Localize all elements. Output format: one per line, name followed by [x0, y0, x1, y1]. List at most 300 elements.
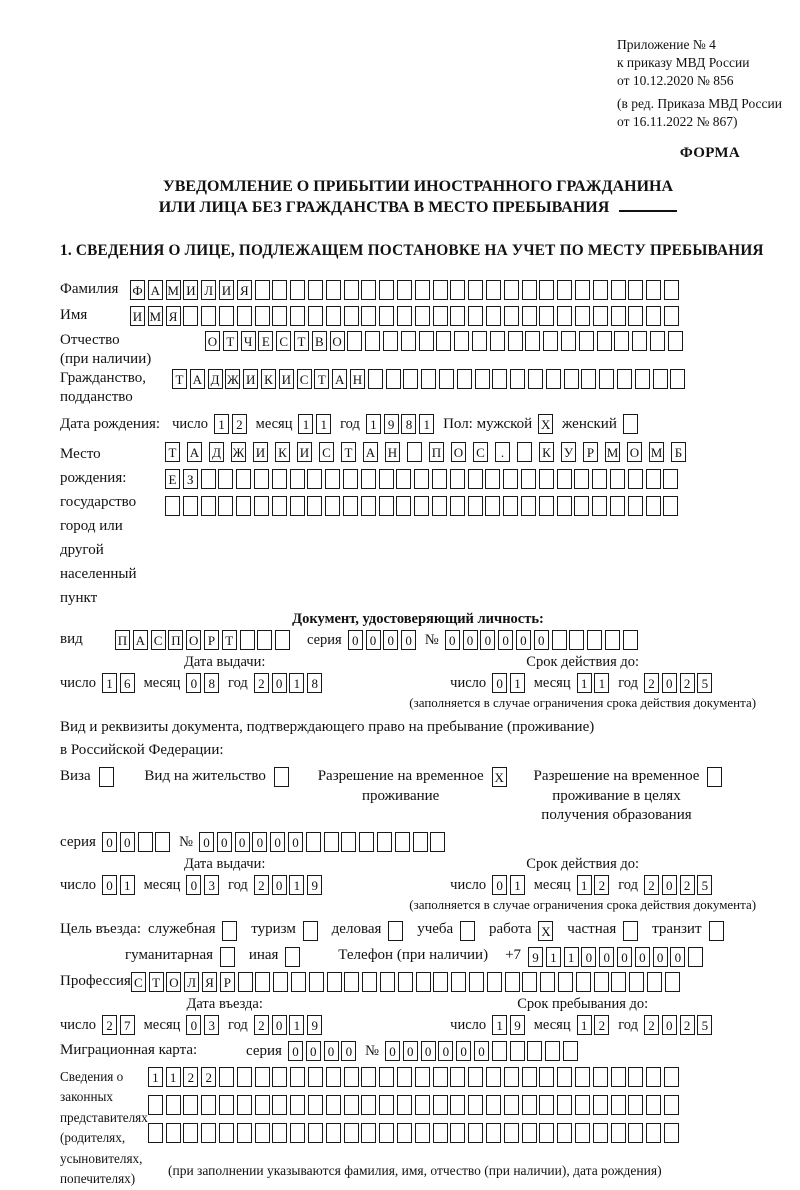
char-box[interactable] [403, 369, 418, 389]
char-box[interactable] [413, 832, 428, 852]
char-box[interactable]: Т [314, 369, 329, 389]
char-box[interactable]: 1 [492, 1015, 507, 1035]
char-box[interactable] [238, 972, 253, 992]
char-box[interactable] [201, 1095, 216, 1115]
char-box[interactable] [460, 921, 475, 941]
char-box[interactable] [646, 469, 661, 489]
char-box[interactable]: 2 [201, 1067, 216, 1087]
birth-place-row2-field[interactable] [165, 469, 693, 489]
char-box[interactable] [646, 280, 661, 300]
migration-series-field[interactable] [288, 1041, 359, 1061]
char-box[interactable]: Я [202, 972, 217, 992]
char-box[interactable] [670, 369, 685, 389]
char-box[interactable] [307, 496, 322, 516]
char-box[interactable]: 8 [401, 414, 416, 434]
residence-expiry-year[interactable] [644, 875, 715, 895]
representatives-row1-field[interactable] [148, 1067, 682, 1087]
char-box[interactable] [635, 369, 650, 389]
char-box[interactable] [574, 496, 589, 516]
char-box[interactable] [563, 1041, 578, 1061]
char-box[interactable] [663, 496, 678, 516]
char-box[interactable]: X [538, 921, 553, 941]
char-box[interactable]: 3 [204, 875, 219, 895]
char-box[interactable] [257, 630, 272, 650]
char-box[interactable] [539, 1067, 554, 1087]
char-box[interactable]: П [168, 630, 183, 650]
char-box[interactable] [306, 832, 321, 852]
char-box[interactable]: С [276, 331, 291, 351]
char-box[interactable]: 1 [102, 673, 117, 693]
char-box[interactable]: Р [583, 442, 598, 462]
char-box[interactable]: 2 [644, 875, 659, 895]
char-box[interactable] [468, 1095, 483, 1115]
char-box[interactable] [236, 469, 251, 489]
char-box[interactable] [344, 306, 359, 326]
char-box[interactable]: Т [223, 331, 238, 351]
char-box[interactable]: И [130, 306, 145, 326]
char-box[interactable]: 2 [183, 1067, 198, 1087]
char-box[interactable] [593, 1123, 608, 1143]
char-box[interactable] [628, 1095, 643, 1115]
char-box[interactable] [344, 1067, 359, 1087]
stay-year[interactable] [644, 1015, 715, 1035]
char-box[interactable] [454, 331, 469, 351]
char-box[interactable] [290, 1067, 305, 1087]
char-box[interactable] [611, 1123, 626, 1143]
char-box[interactable]: 1 [289, 875, 304, 895]
char-box[interactable] [593, 1067, 608, 1087]
char-box[interactable]: 1 [510, 875, 525, 895]
char-box[interactable] [421, 369, 436, 389]
char-box[interactable] [485, 469, 500, 489]
char-box[interactable]: О [451, 442, 466, 462]
char-box[interactable]: 0 [102, 875, 117, 895]
purpose-tourism-checkbox[interactable] [303, 921, 321, 941]
entry-day[interactable] [102, 1015, 138, 1035]
char-box[interactable] [450, 280, 465, 300]
char-box[interactable]: 2 [594, 875, 609, 895]
char-box[interactable]: . [495, 442, 510, 462]
char-box[interactable] [415, 280, 430, 300]
char-box[interactable] [220, 947, 235, 967]
char-box[interactable]: 1 [546, 947, 561, 967]
char-box[interactable]: Ф [130, 280, 145, 300]
char-box[interactable] [433, 972, 448, 992]
char-box[interactable] [379, 280, 394, 300]
char-box[interactable] [628, 1067, 643, 1087]
char-box[interactable] [325, 469, 340, 489]
char-box[interactable] [668, 331, 683, 351]
char-box[interactable] [628, 1123, 643, 1143]
char-box[interactable]: 7 [120, 1015, 135, 1035]
char-box[interactable] [611, 280, 626, 300]
char-box[interactable] [343, 496, 358, 516]
char-box[interactable] [307, 469, 322, 489]
char-box[interactable]: 0 [463, 630, 478, 650]
char-box[interactable] [326, 280, 341, 300]
representatives-row2-field[interactable] [148, 1095, 682, 1115]
char-box[interactable] [272, 469, 287, 489]
char-box[interactable] [450, 469, 465, 489]
char-box[interactable] [575, 1067, 590, 1087]
char-box[interactable] [468, 280, 483, 300]
char-box[interactable]: П [115, 630, 130, 650]
char-box[interactable] [368, 369, 383, 389]
char-box[interactable] [219, 1067, 234, 1087]
char-box[interactable]: И [183, 280, 198, 300]
char-box[interactable]: 0 [492, 673, 507, 693]
char-box[interactable]: Ч [241, 331, 256, 351]
char-box[interactable] [303, 921, 318, 941]
char-box[interactable]: 0 [385, 1041, 400, 1061]
birth-month-field[interactable] [298, 414, 334, 434]
char-box[interactable]: Т [172, 369, 187, 389]
char-box[interactable] [664, 280, 679, 300]
char-box[interactable] [486, 280, 501, 300]
char-box[interactable] [468, 496, 483, 516]
char-box[interactable] [605, 630, 620, 650]
char-box[interactable] [290, 496, 305, 516]
char-box[interactable]: М [166, 280, 181, 300]
char-box[interactable]: 1 [289, 1015, 304, 1035]
char-box[interactable]: 1 [594, 673, 609, 693]
char-box[interactable] [237, 1067, 252, 1087]
char-box[interactable]: 2 [254, 875, 269, 895]
char-box[interactable]: 0 [217, 832, 232, 852]
char-box[interactable] [308, 306, 323, 326]
char-box[interactable]: Т [341, 442, 356, 462]
stay-month[interactable] [577, 1015, 613, 1035]
char-box[interactable] [522, 306, 537, 326]
given-name-field[interactable] [130, 306, 682, 326]
char-box[interactable] [653, 369, 668, 389]
char-box[interactable] [290, 280, 305, 300]
char-box[interactable]: 2 [644, 673, 659, 693]
char-box[interactable]: Л [184, 972, 199, 992]
char-box[interactable]: С [297, 369, 312, 389]
char-box[interactable] [148, 1095, 163, 1115]
char-box[interactable] [646, 1123, 661, 1143]
option-temp-residence-edu-checkbox[interactable] [707, 767, 725, 787]
patronymic-field[interactable] [205, 331, 686, 351]
char-box[interactable] [415, 306, 430, 326]
char-box[interactable]: 0 [383, 630, 398, 650]
char-box[interactable]: 1 [214, 414, 229, 434]
char-box[interactable] [611, 306, 626, 326]
char-box[interactable] [510, 369, 525, 389]
char-box[interactable] [419, 331, 434, 351]
residence-issue-month[interactable] [186, 875, 222, 895]
char-box[interactable] [433, 1095, 448, 1115]
char-box[interactable]: 1 [366, 414, 381, 434]
residence-expiry-day[interactable] [492, 875, 528, 895]
char-box[interactable] [664, 306, 679, 326]
char-box[interactable] [255, 1067, 270, 1087]
char-box[interactable] [290, 306, 305, 326]
char-box[interactable] [218, 496, 233, 516]
char-box[interactable] [486, 1067, 501, 1087]
char-box[interactable] [575, 1123, 590, 1143]
char-box[interactable]: 1 [577, 875, 592, 895]
char-box[interactable] [183, 1123, 198, 1143]
char-box[interactable]: 6 [120, 673, 135, 693]
char-box[interactable] [510, 1041, 525, 1061]
char-box[interactable] [504, 1095, 519, 1115]
char-box[interactable] [503, 469, 518, 489]
char-box[interactable] [344, 1123, 359, 1143]
char-box[interactable] [468, 1067, 483, 1087]
option-temp-residence-checkbox[interactable] [492, 767, 510, 787]
char-box[interactable] [395, 832, 410, 852]
char-box[interactable] [628, 496, 643, 516]
char-box[interactable] [663, 469, 678, 489]
char-box[interactable]: 1 [510, 673, 525, 693]
char-box[interactable] [611, 972, 626, 992]
char-box[interactable] [380, 972, 395, 992]
char-box[interactable] [326, 1123, 341, 1143]
char-box[interactable]: П [429, 442, 444, 462]
char-box[interactable]: Р [220, 972, 235, 992]
char-box[interactable] [397, 1123, 412, 1143]
char-box[interactable] [148, 1123, 163, 1143]
char-box[interactable] [664, 1067, 679, 1087]
char-box[interactable] [155, 832, 170, 852]
char-box[interactable] [236, 496, 251, 516]
option-residence-permit-checkbox[interactable] [274, 767, 292, 787]
char-box[interactable] [504, 1067, 519, 1087]
char-box[interactable] [451, 972, 466, 992]
char-box[interactable]: 2 [680, 1015, 695, 1035]
char-box[interactable]: Н [350, 369, 365, 389]
char-box[interactable]: Т [222, 630, 237, 650]
char-box[interactable]: 3 [204, 1015, 219, 1035]
char-box[interactable] [539, 1123, 554, 1143]
char-box[interactable] [492, 1041, 507, 1061]
char-box[interactable]: 0 [199, 832, 214, 852]
char-box[interactable] [219, 1123, 234, 1143]
char-box[interactable] [359, 832, 374, 852]
char-box[interactable] [415, 1067, 430, 1087]
char-box[interactable]: 2 [254, 1015, 269, 1035]
char-box[interactable] [365, 331, 380, 351]
char-box[interactable] [379, 1123, 394, 1143]
char-box[interactable]: 9 [510, 1015, 525, 1035]
char-box[interactable] [707, 767, 722, 787]
char-box[interactable]: 9 [307, 1015, 322, 1035]
char-box[interactable]: И [279, 369, 294, 389]
char-box[interactable] [386, 369, 401, 389]
char-box[interactable] [469, 972, 484, 992]
char-box[interactable] [361, 280, 376, 300]
char-box[interactable] [508, 331, 523, 351]
char-box[interactable]: 1 [298, 414, 313, 434]
char-box[interactable]: 0 [662, 673, 677, 693]
char-box[interactable] [308, 1067, 323, 1087]
char-box[interactable] [397, 1067, 412, 1087]
birth-place-row3-field[interactable] [165, 496, 693, 516]
char-box[interactable] [540, 972, 555, 992]
char-box[interactable]: А [187, 442, 202, 462]
char-box[interactable]: 2 [232, 414, 247, 434]
char-box[interactable] [539, 280, 554, 300]
char-box[interactable] [326, 306, 341, 326]
char-box[interactable] [486, 306, 501, 326]
char-box[interactable] [594, 972, 609, 992]
char-box[interactable] [219, 306, 234, 326]
char-box[interactable] [664, 1095, 679, 1115]
char-box[interactable]: 0 [186, 875, 201, 895]
char-box[interactable]: С [151, 630, 166, 650]
char-box[interactable]: У [561, 442, 576, 462]
char-box[interactable] [272, 1123, 287, 1143]
char-box[interactable] [628, 280, 643, 300]
char-box[interactable] [617, 369, 632, 389]
char-box[interactable]: 2 [102, 1015, 117, 1035]
char-box[interactable]: 0 [421, 1041, 436, 1061]
char-box[interactable] [593, 280, 608, 300]
char-box[interactable]: 0 [366, 630, 381, 650]
char-box[interactable]: 0 [635, 947, 650, 967]
char-box[interactable]: О [627, 442, 642, 462]
char-box[interactable] [468, 306, 483, 326]
char-box[interactable]: 8 [204, 673, 219, 693]
char-box[interactable] [383, 331, 398, 351]
purpose-commercial-checkbox[interactable] [388, 921, 406, 941]
residence-expiry-month[interactable] [577, 875, 613, 895]
char-box[interactable]: 1 [564, 947, 579, 967]
char-box[interactable] [579, 331, 594, 351]
char-box[interactable]: А [190, 369, 205, 389]
char-box[interactable] [361, 1095, 376, 1115]
char-box[interactable]: 1 [166, 1067, 181, 1087]
char-box[interactable] [664, 1123, 679, 1143]
char-box[interactable]: 5 [697, 1015, 712, 1035]
char-box[interactable]: 1 [577, 1015, 592, 1035]
char-box[interactable] [575, 1095, 590, 1115]
purpose-private-checkbox[interactable] [623, 921, 641, 941]
char-box[interactable] [486, 1123, 501, 1143]
char-box[interactable] [450, 306, 465, 326]
char-box[interactable]: К [261, 369, 276, 389]
char-box[interactable]: 0 [272, 673, 287, 693]
char-box[interactable] [379, 469, 394, 489]
char-box[interactable]: В [312, 331, 327, 351]
char-box[interactable] [138, 832, 153, 852]
char-box[interactable] [398, 972, 413, 992]
char-box[interactable] [665, 972, 680, 992]
char-box[interactable] [545, 1041, 560, 1061]
char-box[interactable] [539, 1095, 554, 1115]
doc-expiry-year[interactable] [644, 673, 715, 693]
char-box[interactable] [414, 469, 429, 489]
char-box[interactable] [401, 331, 416, 351]
char-box[interactable]: М [605, 442, 620, 462]
char-box[interactable] [433, 306, 448, 326]
surname-field[interactable] [130, 280, 682, 300]
char-box[interactable] [629, 972, 644, 992]
birth-day-field[interactable] [214, 414, 250, 434]
char-box[interactable]: 0 [252, 832, 267, 852]
char-box[interactable] [183, 1095, 198, 1115]
char-box[interactable] [646, 1095, 661, 1115]
char-box[interactable] [623, 630, 638, 650]
char-box[interactable] [308, 1123, 323, 1143]
char-box[interactable] [552, 630, 567, 650]
migration-number-field[interactable] [385, 1041, 581, 1061]
char-box[interactable] [557, 280, 572, 300]
char-box[interactable]: А [332, 369, 347, 389]
char-box[interactable] [254, 496, 269, 516]
char-box[interactable] [415, 1123, 430, 1143]
char-box[interactable] [308, 280, 323, 300]
char-box[interactable]: 1 [419, 414, 434, 434]
char-box[interactable] [688, 947, 703, 967]
char-box[interactable]: 9 [528, 947, 543, 967]
sex-male-checkbox[interactable] [538, 414, 556, 434]
sex-female-checkbox[interactable] [623, 414, 641, 434]
char-box[interactable]: 0 [438, 1041, 453, 1061]
char-box[interactable] [646, 496, 661, 516]
char-box[interactable] [396, 469, 411, 489]
char-box[interactable]: 0 [235, 832, 250, 852]
char-box[interactable] [222, 921, 237, 941]
char-box[interactable]: О [205, 331, 220, 351]
char-box[interactable] [183, 306, 198, 326]
char-box[interactable]: С [473, 442, 488, 462]
char-box[interactable] [361, 1067, 376, 1087]
char-box[interactable] [628, 306, 643, 326]
char-box[interactable]: 1 [120, 875, 135, 895]
char-box[interactable]: 0 [186, 673, 201, 693]
char-box[interactable]: 0 [516, 630, 531, 650]
char-box[interactable]: Ж [231, 442, 246, 462]
char-box[interactable] [414, 496, 429, 516]
char-box[interactable] [309, 972, 324, 992]
char-box[interactable] [290, 469, 305, 489]
char-box[interactable] [450, 496, 465, 516]
char-box[interactable]: 0 [662, 875, 677, 895]
char-box[interactable]: 5 [697, 673, 712, 693]
char-box[interactable]: 0 [306, 1041, 321, 1061]
char-box[interactable]: 0 [341, 1041, 356, 1061]
char-box[interactable]: 0 [272, 875, 287, 895]
char-box[interactable] [581, 369, 596, 389]
stay-day[interactable] [492, 1015, 528, 1035]
char-box[interactable]: 1 [289, 673, 304, 693]
char-box[interactable]: 0 [662, 1015, 677, 1035]
char-box[interactable] [486, 1095, 501, 1115]
purpose-study-checkbox[interactable] [460, 921, 478, 941]
char-box[interactable]: М [148, 306, 163, 326]
char-box[interactable] [503, 496, 518, 516]
char-box[interactable]: Б [671, 442, 686, 462]
char-box[interactable] [569, 630, 584, 650]
char-box[interactable] [557, 1123, 572, 1143]
char-box[interactable] [407, 442, 422, 462]
char-box[interactable] [522, 1067, 537, 1087]
char-box[interactable] [593, 306, 608, 326]
char-box[interactable] [326, 1067, 341, 1087]
char-box[interactable]: 0 [186, 1015, 201, 1035]
char-box[interactable] [361, 496, 376, 516]
char-box[interactable] [450, 1123, 465, 1143]
char-box[interactable]: И [253, 442, 268, 462]
char-box[interactable]: 0 [670, 947, 685, 967]
char-box[interactable]: 9 [384, 414, 399, 434]
citizenship-field[interactable] [172, 369, 688, 389]
purpose-transit-checkbox[interactable] [709, 921, 727, 941]
char-box[interactable] [255, 280, 270, 300]
